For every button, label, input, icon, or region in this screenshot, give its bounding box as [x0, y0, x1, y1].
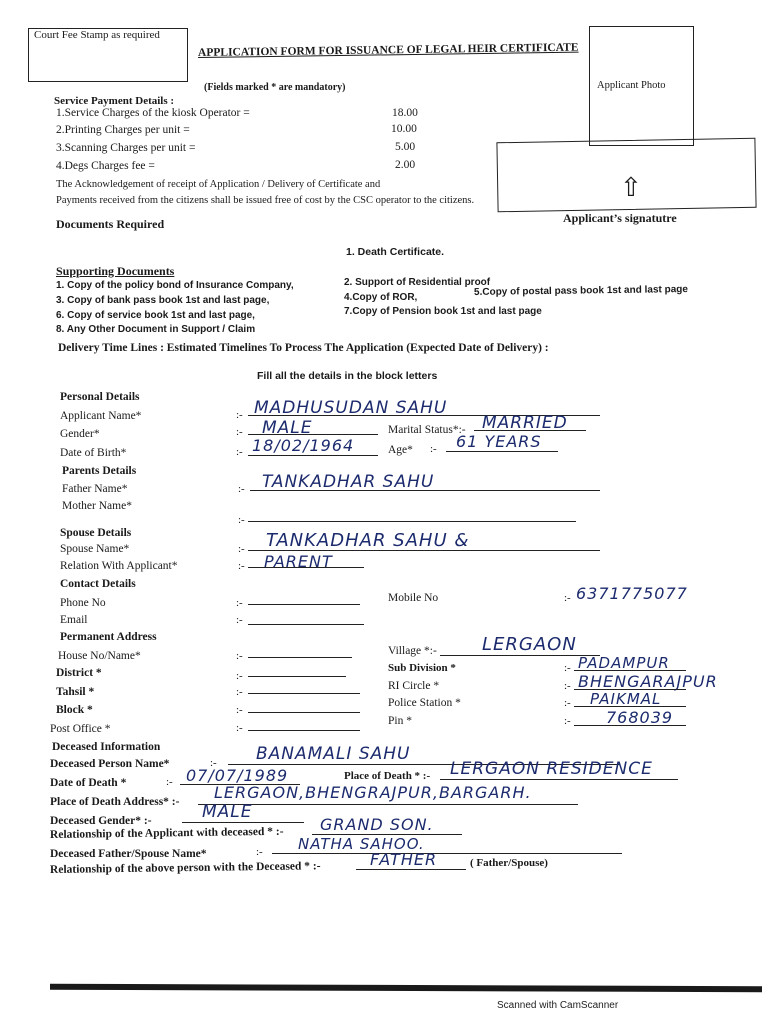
separator: :- — [166, 776, 173, 788]
place-of-death-label: Place of Death * :- — [344, 770, 431, 782]
supporting-item: 5.Copy of postal pass book 1st and last page — [473, 284, 688, 298]
separator: :- — [238, 514, 245, 526]
house-line — [248, 657, 352, 658]
pin-label: Pin * — [388, 715, 412, 727]
applicant-relation-value[interactable]: GRAND SON. — [320, 815, 434, 834]
ri-circle-label: RI Circle * — [388, 680, 440, 692]
date-of-death-value[interactable]: 07/07/1989 — [186, 766, 289, 785]
marital-status-value[interactable]: MARRIED — [482, 413, 568, 433]
separator: :- — [564, 680, 571, 692]
court-fee-label: Court Fee Stamp as required — [34, 29, 160, 41]
village-value[interactable]: LERGAON — [482, 634, 577, 655]
supporting-item: 8. Any Other Document in Support / Claim — [56, 324, 256, 335]
mother-name-line — [248, 521, 576, 522]
death-address-line — [198, 804, 578, 805]
relation-line — [248, 567, 364, 568]
up-arrow-icon: ⇧ — [620, 173, 642, 203]
block-line — [248, 712, 360, 713]
payment-note-1: The Acknowledgement of receipt of Application / Delivery of Certificate and — [56, 179, 381, 190]
tahsil-line — [248, 693, 360, 694]
phone-label: Phone No — [60, 597, 106, 609]
applicant-photo-label: Applicant Photo — [597, 80, 666, 91]
required-document: 1. Death Certificate. — [346, 246, 445, 258]
supporting-item: 2. Support of Residential proof — [344, 277, 491, 288]
father-name-line — [250, 490, 600, 491]
post-office-line — [248, 730, 360, 731]
signature-label: Applicant’s signatutre — [563, 211, 677, 225]
supporting-item: 7.Copy of Pension book 1st and last page — [344, 306, 542, 317]
payment-row-value: 5.00 — [395, 141, 416, 153]
separator: :- — [210, 757, 217, 769]
district-line — [248, 676, 346, 677]
dob-line — [248, 455, 378, 456]
death-address-value[interactable]: LERGAON,BHENGRAJPUR,BARGARH. — [214, 783, 532, 802]
contact-heading: Contact Details — [60, 578, 136, 590]
separator: :- — [238, 543, 245, 555]
marital-status-line — [474, 430, 586, 431]
village-label: Village *:- — [388, 645, 437, 657]
separator: :- — [236, 614, 243, 626]
separator: :- — [236, 650, 243, 662]
supporting-item: 1. Copy of the policy bond of Insurance Company, — [56, 280, 294, 291]
applicant-name-label: Applicant Name* — [60, 410, 142, 422]
date-of-death-label: Date of Death * — [50, 777, 127, 789]
mobile-label: Mobile No — [388, 592, 439, 604]
sub-division-label: Sub Division * — [388, 662, 456, 674]
deceased-father-value[interactable]: NATHA SAHOO. — [298, 835, 425, 853]
death-address-label: Place of Death Address* :- — [50, 796, 180, 808]
spouse-name-line — [248, 550, 600, 551]
separator: :- — [564, 715, 571, 727]
block-letters-instruction: Fill all the details in the block letters — [257, 370, 438, 382]
separator: :- — [564, 697, 571, 709]
deceased-name-value[interactable]: BANAMALI SAHU — [256, 744, 411, 764]
payment-note-2: Payments received from the citizens shall be issued free of cost by the CSC operator to the citizens. — [56, 195, 475, 206]
address-heading: Permanent Address — [60, 631, 157, 643]
separator: :- — [238, 560, 245, 572]
separator: :- — [236, 426, 243, 438]
separator: :- — [256, 846, 263, 858]
place-of-death-value[interactable]: LERGAON RESIDENCE — [450, 759, 653, 779]
supporting-item: 6. Copy of service book 1st and last page, — [56, 310, 255, 321]
mandatory-note: (Fields marked * are mandatory) — [204, 82, 346, 93]
house-label: House No/Name* — [58, 650, 141, 662]
relation-above-value[interactable]: FATHER — [370, 850, 438, 869]
age-line — [446, 451, 558, 452]
separator: :- — [236, 722, 243, 734]
separator: :- — [564, 592, 571, 604]
deceased-father-label: Deceased Father/Spouse Name* — [50, 848, 207, 860]
personal-heading: Personal Details — [60, 391, 140, 403]
relation-label: Relation With Applicant* — [60, 560, 178, 572]
spouse-name-value[interactable]: TANKADHAR SAHU & — [266, 530, 470, 551]
ri-circle-value[interactable]: BHENGARAJPUR — [578, 672, 718, 691]
payment-row-value: 18.00 — [392, 107, 418, 119]
payment-row-label: 1.Service Charges of the kiosk Operator = — [56, 107, 250, 119]
district-label: District * — [56, 667, 102, 679]
village-line — [440, 655, 600, 656]
police-station-value[interactable]: PAIKMAL — [590, 690, 662, 708]
deceased-name-label: Deceased Person Name* — [50, 758, 170, 770]
spouse-name-label: Spouse Name* — [60, 543, 130, 555]
email-line — [248, 624, 364, 625]
payment-row-label: 2.Printing Charges per unit = — [56, 124, 190, 136]
separator: :- — [564, 662, 571, 674]
applicant-relation-label: Relationship of the Applicant with deceased * :- — [49, 825, 284, 841]
post-office-label: Post Office * — [50, 723, 111, 735]
deceased-gender-line — [182, 822, 304, 823]
relation-above-line — [356, 869, 466, 870]
sub-division-value[interactable]: PADAMPUR — [578, 654, 670, 672]
pin-line — [574, 725, 686, 726]
payment-heading: Service Payment Details : — [54, 95, 175, 107]
father-name-label: Father Name* — [62, 483, 128, 495]
payment-row-label: 3.Scanning Charges per unit = — [56, 142, 196, 154]
deceased-heading: Deceased Information — [52, 741, 161, 753]
age-value[interactable]: 61 YEARS — [456, 432, 542, 451]
deceased-gender-value[interactable]: MALE — [202, 802, 253, 822]
relation-value[interactable]: PARENT — [264, 552, 333, 571]
scanner-footer — [0, 993, 768, 1024]
documents-heading: Documents Required — [56, 217, 165, 231]
father-name-value[interactable]: TANKADHAR SAHU — [262, 472, 435, 492]
spouse-heading: Spouse Details — [60, 527, 132, 539]
payment-row-value: 2.00 — [395, 159, 416, 171]
dob-value[interactable]: 18/02/1964 — [252, 436, 355, 455]
relation-above-note: ( Father/Spouse) — [470, 857, 548, 869]
relation-above-label: Relationship of the above person with the Deceased * :- — [49, 860, 321, 876]
phone-line — [248, 604, 360, 605]
mother-name-label: Mother Name* — [62, 500, 132, 512]
parents-heading: Parents Details — [62, 465, 137, 477]
scanner-watermark: Scanned with CamScanner — [497, 1000, 619, 1011]
marital-status-label: Marital Status*:- — [388, 424, 466, 436]
delivery-timelines: Delivery Time Lines : Estimated Timelines To Process The Application (Expected Date of Delivery) : — [58, 342, 549, 354]
gender-value[interactable]: MALE — [262, 418, 313, 438]
separator: :- — [236, 686, 243, 698]
supporting-item: 3. Copy of bank pass book 1st and last page, — [56, 295, 270, 306]
police-station-label: Police Station * — [388, 697, 461, 709]
applicant-name-value[interactable]: MADHUSUDAN SAHU — [254, 398, 448, 418]
email-label: Email — [60, 614, 88, 626]
separator: :- — [236, 704, 243, 716]
deceased-father-line — [272, 853, 622, 854]
police-station-line — [574, 706, 686, 707]
payment-row-label: 4.Degs Charges fee = — [56, 160, 155, 172]
supporting-heading: Supporting Documents — [56, 264, 175, 278]
pin-value[interactable]: 768039 — [606, 708, 674, 727]
separator: :- — [236, 446, 243, 458]
tahsil-label: Tahsil * — [56, 686, 95, 698]
separator: :- — [238, 483, 245, 495]
sub-division-line — [574, 670, 686, 671]
gender-label: Gender* — [60, 428, 100, 440]
payment-row-value: 10.00 — [391, 123, 417, 135]
form-title: APPLICATION FORM FOR ISSUANCE OF LEGAL HEIR CERTIFICATE — [197, 41, 579, 59]
gender-line — [248, 434, 378, 435]
mobile-value[interactable]: 6371775077 — [576, 584, 688, 603]
place-of-death-line — [440, 779, 678, 780]
separator: :- — [430, 443, 437, 455]
separator: :- — [236, 670, 243, 682]
deceased-gender-label: Deceased Gender* :- — [50, 815, 152, 827]
block-label: Block * — [56, 704, 93, 716]
separator: :- — [236, 597, 243, 609]
separator: :- — [236, 409, 243, 421]
dob-label: Date of Birth* — [60, 447, 127, 459]
age-label: Age* — [388, 444, 413, 456]
supporting-item: 4.Copy of ROR, — [344, 292, 418, 303]
